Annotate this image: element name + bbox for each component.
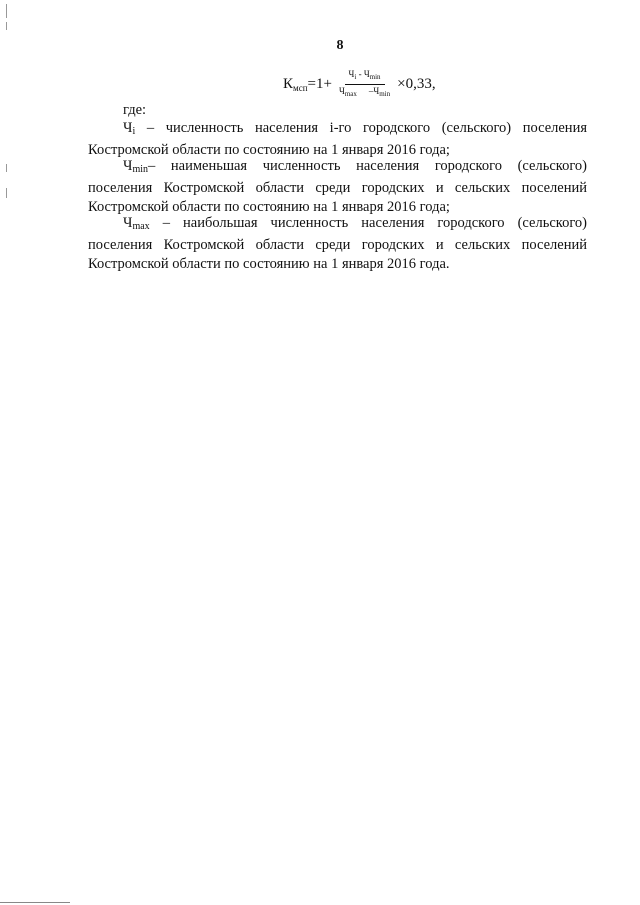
- definition-symbol: $Ч_{max}$: [123, 215, 150, 232]
- definition-ch-min: [88, 157, 587, 217]
- definition-text: – численность населения i-го городского (сельского) поселения Костромской области по состоянию на 1 января 2016 года;: [88, 120, 587, 158]
- scan-edge-line: [0, 902, 70, 903]
- formula-fraction: [335, 69, 394, 100]
- definition-symbol: $Ч_{min}$: [123, 158, 148, 175]
- definition-ch-i: [88, 119, 587, 160]
- formula-numerator: $Ч_i - Ч_{min}$: [345, 69, 385, 85]
- formula-equals-one-plus: =1+: [307, 75, 332, 92]
- formula: [283, 62, 436, 106]
- formula-denominator: $Ч_{max}$ $-Ч_{min}$: [338, 85, 391, 98]
- formula-tail: ×0,33,: [397, 75, 436, 92]
- formula-lhs: $К_{мсп}$: [283, 75, 308, 93]
- definition-symbol: $Ч_i$: [123, 120, 136, 137]
- definition-ch-max: [88, 214, 587, 274]
- where-label: где:: [123, 102, 147, 118]
- definition-text: – наименьшая численность населения городского (сельского) поселения Костромской области среди городских и сельских поселений Костромской области по состоянию на 1 января 2016 года;: [88, 158, 587, 215]
- scan-margin-marks: [6, 4, 8, 204]
- page-number: 8: [336, 38, 344, 53]
- definition-text: – наибольшая численность населения городского (сельского) поселения Костромской области среди городских и сельских поселений Костромской области по состоянию на 1 января 2016 года.: [88, 215, 587, 272]
